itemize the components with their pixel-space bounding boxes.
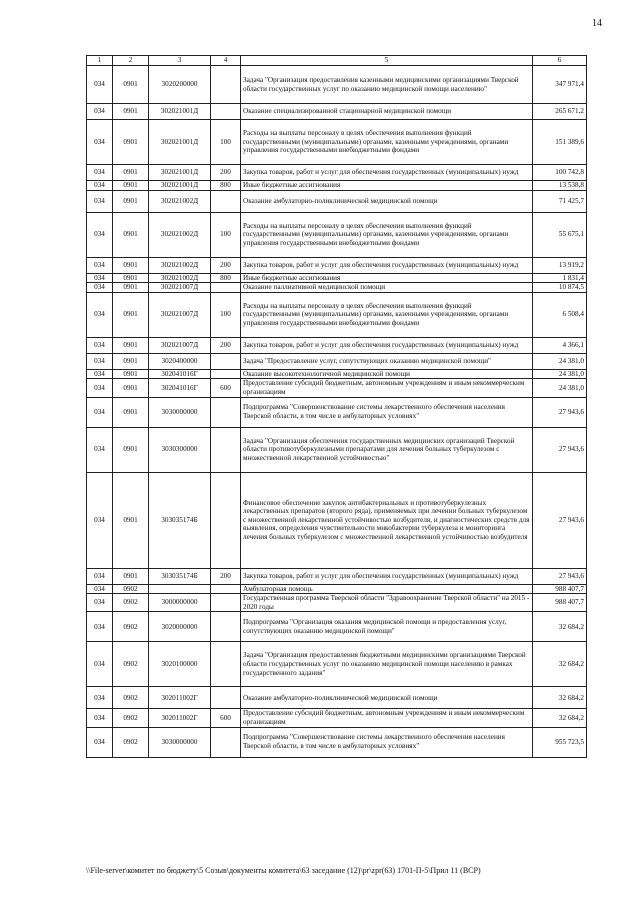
section-code-cell: 0901	[113, 165, 149, 181]
target-code-cell: 302021001Д	[149, 181, 211, 191]
table-row	[87, 709, 587, 727]
section-code-cell: 0901	[113, 397, 149, 427]
page-number: 14	[592, 18, 602, 29]
code-cell: 034	[87, 165, 113, 181]
section-code-cell: 0902	[113, 687, 149, 709]
amount-cell: 27 943,6	[533, 472, 587, 568]
amount-cell: 13 919,2	[533, 257, 587, 273]
description-cell: Оказание специализированной стационарной медицинской помощи	[241, 104, 533, 120]
expense-type-cell: 600	[211, 379, 241, 397]
table-row	[87, 594, 587, 612]
table-row	[87, 568, 587, 584]
code-cell: 034	[87, 687, 113, 709]
target-code-cell: 3030300000	[149, 427, 211, 472]
section-code-cell: 0901	[113, 379, 149, 397]
table-row	[87, 584, 587, 594]
section-code-cell: 0901	[113, 292, 149, 337]
description-cell: Амбулаторная помощь	[241, 584, 533, 594]
section-code-cell: 0902	[113, 594, 149, 612]
amount-cell: 27 943,6	[533, 427, 587, 472]
header-cell: 1	[87, 56, 113, 66]
section-code-cell: 0901	[113, 283, 149, 293]
description-cell: Предоставление субсидий бюджетным, автономным учреждениям и иным некоммерческим организациям	[241, 709, 533, 727]
code-cell: 034	[87, 472, 113, 568]
expense-type-cell	[211, 283, 241, 293]
amount-cell: 988 407,7	[533, 594, 587, 612]
amount-cell: 24 381,0	[533, 379, 587, 397]
amount-cell: 1 831,4	[533, 273, 587, 283]
budget-table	[86, 55, 587, 758]
section-code-cell: 0901	[113, 104, 149, 120]
expense-type-cell: 200	[211, 165, 241, 181]
target-code-cell: 302011002Г	[149, 687, 211, 709]
description-cell: Предоставление субсидий бюджетным, автономным учреждениям и иным некоммерческим организациям	[241, 379, 533, 397]
amount-cell: 13 538,8	[533, 181, 587, 191]
header-cell: 6	[533, 56, 587, 66]
amount-cell: 27 943,6	[533, 397, 587, 427]
target-code-cell: 302011002Г	[149, 709, 211, 727]
header-cell: 2	[113, 56, 149, 66]
expense-type-cell	[211, 104, 241, 120]
expense-type-cell: 100	[211, 292, 241, 337]
section-code-cell: 0902	[113, 709, 149, 727]
section-code-cell: 0901	[113, 190, 149, 212]
description-cell: Расходы на выплаты персоналу в целях обеспечения выполнения функций государственными (муниципальными) органами, казенными учреждениями, органами управления государственными внебюджетными фондами	[241, 212, 533, 257]
table-row	[87, 397, 587, 427]
description-cell: Оказание амбулаторно-поликлинической медицинской помощи	[241, 190, 533, 212]
description-cell: Иные бюджетные ассигнования	[241, 273, 533, 283]
section-code-cell: 0901	[113, 568, 149, 584]
target-code-cell: 302021001Д	[149, 120, 211, 165]
description-cell: Подпрограмма "Совершенствование системы лекарственного обеспечения населения Тверской области, в том числе в амбулаторных условиях"	[241, 397, 533, 427]
table-row	[87, 104, 587, 120]
expense-type-cell: 100	[211, 212, 241, 257]
expense-type-cell: 200	[211, 257, 241, 273]
target-code-cell: 302021002Д	[149, 190, 211, 212]
code-cell: 034	[87, 283, 113, 293]
code-cell: 034	[87, 190, 113, 212]
target-code-cell: 302021001Д	[149, 165, 211, 181]
expense-type-cell: 800	[211, 181, 241, 191]
expense-type-cell	[211, 584, 241, 594]
table-header-row	[87, 56, 587, 66]
code-cell: 034	[87, 369, 113, 379]
description-cell: Задача "Организация предоставления бюджетными медицинскими организациями Тверской области государственных услуг по оказанию медицинской помощи населению в рамках государственного задания"	[241, 642, 533, 687]
table-row	[87, 212, 587, 257]
section-code-cell: 0901	[113, 353, 149, 369]
amount-cell: 32 684,2	[533, 612, 587, 642]
header-cell: 5	[241, 56, 533, 66]
section-code-cell: 0901	[113, 337, 149, 353]
description-cell: Оказание паллиативной медицинской помощи	[241, 283, 533, 293]
expense-type-cell	[211, 397, 241, 427]
target-code-cell: 302021002Д	[149, 273, 211, 283]
code-cell: 034	[87, 353, 113, 369]
table-row	[87, 727, 587, 757]
code-cell: 034	[87, 181, 113, 191]
section-code-cell: 0902	[113, 727, 149, 757]
amount-cell: 24 381,0	[533, 369, 587, 379]
target-code-cell: 302021007Д	[149, 337, 211, 353]
expense-type-cell: 200	[211, 337, 241, 353]
section-code-cell: 0901	[113, 257, 149, 273]
description-cell: Задача "Организация предоставления казенными медицинскими организациями Тверской области государственных услуг по оказанию медицинской помощи населению"	[241, 66, 533, 104]
description-cell: Расходы на выплаты персоналу в целях обеспечения выполнения функций государственными (муниципальными) органами, казенными учреждениями, органами управления государственными внебюджетными фондами	[241, 120, 533, 165]
expense-type-cell	[211, 472, 241, 568]
code-cell: 034	[87, 584, 113, 594]
amount-cell: 71 425,7	[533, 190, 587, 212]
target-code-cell: 3030000000	[149, 397, 211, 427]
amount-cell: 988 407,7	[533, 584, 587, 594]
table-row	[87, 337, 587, 353]
expense-type-cell: 100	[211, 120, 241, 165]
description-cell: Закупка товаров, работ и услуг для обеспечения государственных (муниципальных) нужд	[241, 337, 533, 353]
description-cell: Закупка товаров, работ и услуг для обеспечения государственных (муниципальных) нужд	[241, 165, 533, 181]
amount-cell: 32 684,2	[533, 709, 587, 727]
target-code-cell: 3020200000	[149, 66, 211, 104]
table-row	[87, 427, 587, 472]
description-cell: Закупка товаров, работ и услуг для обеспечения государственных (муниципальных) нужд	[241, 257, 533, 273]
description-cell: Иные бюджетные ассигнования	[241, 181, 533, 191]
description-cell: Расходы на выплаты персоналу в целях обеспечения выполнения функций государственными (муниципальными) органами, казенными учреждениями, органами управления государственными внебюджетными фондами	[241, 292, 533, 337]
target-code-cell: 302021002Д	[149, 212, 211, 257]
amount-cell: 265 671,2	[533, 104, 587, 120]
section-code-cell: 0902	[113, 642, 149, 687]
code-cell: 034	[87, 379, 113, 397]
code-cell: 034	[87, 120, 113, 165]
table-row	[87, 66, 587, 104]
amount-cell: 32 684,2	[533, 687, 587, 709]
expense-type-cell	[211, 427, 241, 472]
code-cell: 034	[87, 427, 113, 472]
code-cell: 034	[87, 212, 113, 257]
section-code-cell: 0901	[113, 181, 149, 191]
description-cell: Задача "Предоставление услуг, сопутствующих оказанию медицинской помощи"	[241, 353, 533, 369]
target-code-cell	[149, 584, 211, 594]
table-body	[87, 66, 587, 758]
table-row	[87, 257, 587, 273]
table-row	[87, 190, 587, 212]
target-code-cell: 302021007Д	[149, 283, 211, 293]
amount-cell: 100 742,8	[533, 165, 587, 181]
target-code-cell: 3030000000	[149, 727, 211, 757]
code-cell: 034	[87, 104, 113, 120]
expense-type-cell	[211, 369, 241, 379]
description-cell: Оказание высокотехнологичной медицинской помощи	[241, 369, 533, 379]
amount-cell: 347 971,4	[533, 66, 587, 104]
target-code-cell: 302041016Г	[149, 379, 211, 397]
amount-cell: 32 684,2	[533, 642, 587, 687]
target-code-cell: 302041016Г	[149, 369, 211, 379]
description-cell: Подпрограмма "Совершенствование системы лекарственного обеспечения населения Тверской области, в том числе в амбулаторных условиях"	[241, 727, 533, 757]
target-code-cell: 303035174Б	[149, 568, 211, 584]
code-cell: 034	[87, 612, 113, 642]
table-row	[87, 642, 587, 687]
table-row	[87, 273, 587, 283]
table-row	[87, 283, 587, 293]
expense-type-cell	[211, 727, 241, 757]
section-code-cell: 0901	[113, 369, 149, 379]
expense-type-cell: 800	[211, 273, 241, 283]
table-row	[87, 181, 587, 191]
code-cell: 034	[87, 709, 113, 727]
header-cell: 4	[211, 56, 241, 66]
amount-cell: 4 366,1	[533, 337, 587, 353]
table-row	[87, 369, 587, 379]
description-cell: Оказание амбулаторно-поликлинической медицинской помощи	[241, 687, 533, 709]
description-cell: Государственная программа Тверской области "Здравоохранение Тверской области" на 2015 - 2020 годы	[241, 594, 533, 612]
code-cell: 034	[87, 337, 113, 353]
section-code-cell: 0901	[113, 212, 149, 257]
file-path-footer: \\File-server\комитет по бюджету\5 Созыв\документы комитета\63 заседание (12)\pr\zpr(63) 1701-П-5\Прил 11 (ВСР)	[86, 866, 481, 875]
section-code-cell: 0901	[113, 427, 149, 472]
target-code-cell: 302021007Д	[149, 292, 211, 337]
code-cell: 034	[87, 273, 113, 283]
section-code-cell: 0901	[113, 120, 149, 165]
section-code-cell: 0901	[113, 472, 149, 568]
section-code-cell: 0901	[113, 66, 149, 104]
amount-cell: 27 943,6	[533, 568, 587, 584]
description-cell: Задача "Организация обеспечения государственных медицинских организаций Тверской области противотуберкулезными препаратами для лечения больных туберкулезом с множественной лекарственной устойчивостью"	[241, 427, 533, 472]
table-row	[87, 612, 587, 642]
table-row	[87, 292, 587, 337]
table-row	[87, 353, 587, 369]
table-row	[87, 120, 587, 165]
amount-cell: 55 675,1	[533, 212, 587, 257]
code-cell: 034	[87, 594, 113, 612]
target-code-cell: 3020000000	[149, 612, 211, 642]
expense-type-cell	[211, 66, 241, 104]
description-cell: Подпрограмма "Организация оказания медицинской помощи и предоставления услуг, сопутствующих оказанию медицинской помощи"	[241, 612, 533, 642]
table-row	[87, 379, 587, 397]
expense-type-cell	[211, 612, 241, 642]
target-code-cell: 3000000000	[149, 594, 211, 612]
code-cell: 034	[87, 66, 113, 104]
target-code-cell: 303035174Б	[149, 472, 211, 568]
header-cell: 3	[149, 56, 211, 66]
code-cell: 034	[87, 397, 113, 427]
amount-cell: 24 381,0	[533, 353, 587, 369]
code-cell: 034	[87, 642, 113, 687]
target-code-cell: 3020100000	[149, 642, 211, 687]
description-cell: Закупка товаров, работ и услуг для обеспечения государственных (муниципальных) нужд	[241, 568, 533, 584]
description-cell: Финансовое обеспечение закупок антибактериальных и противотуберкулезных лекарственных препаратов (второго ряда), применяемых при лечении больных туберкулезом с множественной лекарственной устойчивостью возбудителя, и диагностических средств для выявления, определения чувствительности микобактерии туберкулеза и мониторинга лечения больных туберкулезом с множественной лекарственной устойчивостью возбудителя	[241, 472, 533, 568]
amount-cell: 151 389,6	[533, 120, 587, 165]
expense-type-cell: 600	[211, 709, 241, 727]
amount-cell: 955 723,5	[533, 727, 587, 757]
table-row	[87, 165, 587, 181]
code-cell: 034	[87, 292, 113, 337]
section-code-cell: 0902	[113, 584, 149, 594]
code-cell: 034	[87, 568, 113, 584]
expense-type-cell: 200	[211, 568, 241, 584]
table-row	[87, 472, 587, 568]
section-code-cell: 0901	[113, 273, 149, 283]
table-row	[87, 687, 587, 709]
expense-type-cell	[211, 594, 241, 612]
target-code-cell: 3020400000	[149, 353, 211, 369]
amount-cell: 10 874,5	[533, 283, 587, 293]
expense-type-cell	[211, 353, 241, 369]
target-code-cell: 302021002Д	[149, 257, 211, 273]
section-code-cell: 0902	[113, 612, 149, 642]
code-cell: 034	[87, 257, 113, 273]
target-code-cell: 302021001Д	[149, 104, 211, 120]
code-cell: 034	[87, 727, 113, 757]
expense-type-cell	[211, 190, 241, 212]
expense-type-cell	[211, 687, 241, 709]
expense-type-cell	[211, 642, 241, 687]
amount-cell: 6 508,4	[533, 292, 587, 337]
